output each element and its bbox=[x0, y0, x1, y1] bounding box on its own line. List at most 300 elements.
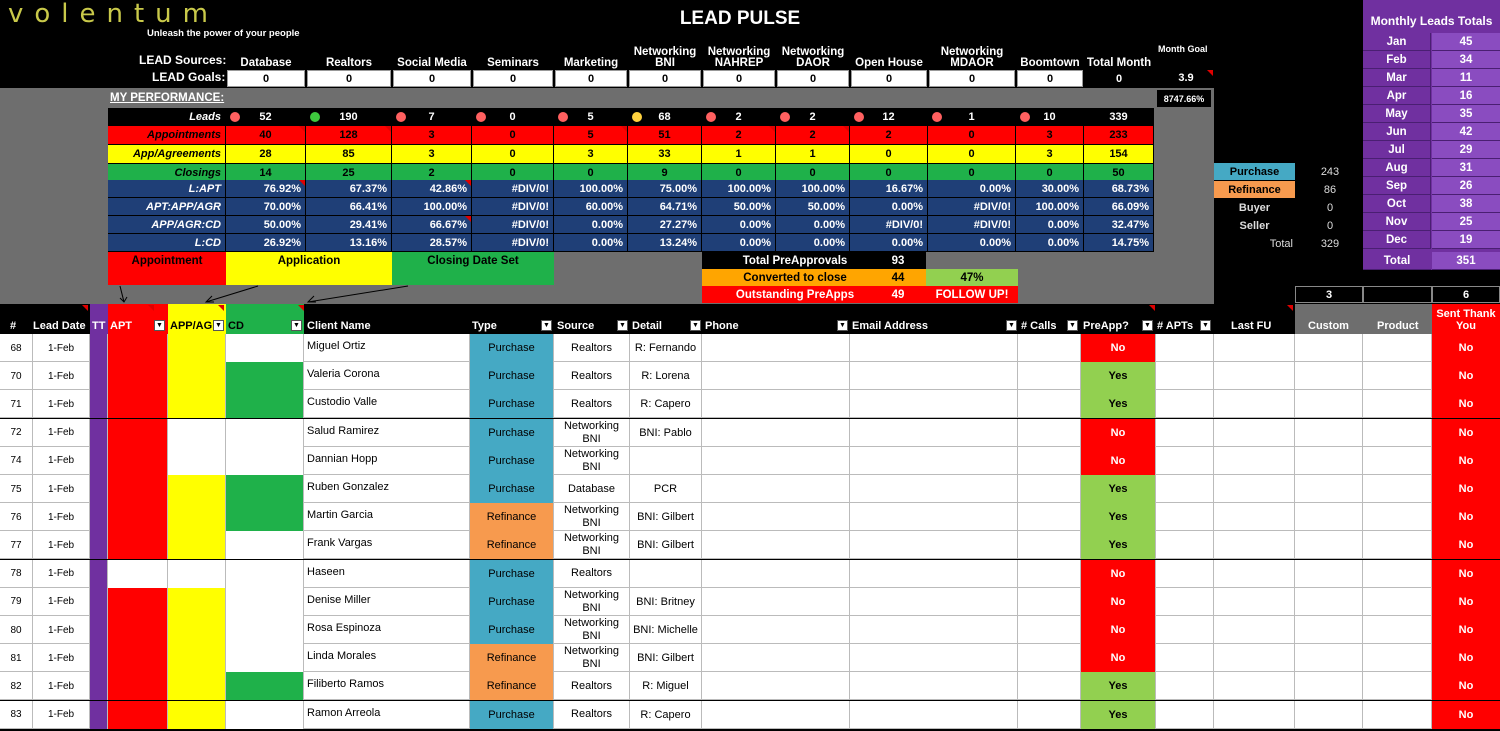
detail-cell[interactable] bbox=[630, 560, 702, 588]
app-cell[interactable] bbox=[168, 362, 226, 390]
apt-cell[interactable] bbox=[108, 334, 168, 362]
thank-you-cell[interactable]: No bbox=[1432, 644, 1500, 672]
email-cell[interactable] bbox=[850, 362, 1018, 390]
phone-cell[interactable] bbox=[702, 334, 850, 362]
last-fu-cell[interactable] bbox=[1214, 672, 1295, 700]
custom-cell[interactable] bbox=[1295, 475, 1363, 503]
apt-cell[interactable] bbox=[108, 672, 168, 700]
apts-cell[interactable] bbox=[1156, 701, 1214, 729]
tt-cell[interactable] bbox=[90, 334, 108, 362]
thank-you-cell[interactable]: No bbox=[1432, 362, 1500, 390]
cd-cell[interactable] bbox=[226, 531, 304, 559]
product-cell[interactable] bbox=[1363, 475, 1432, 503]
tt-cell[interactable] bbox=[90, 701, 108, 729]
calls-cell[interactable] bbox=[1018, 362, 1081, 390]
col-num[interactable]: # bbox=[10, 320, 17, 332]
phone-cell[interactable] bbox=[702, 475, 850, 503]
app-cell[interactable] bbox=[168, 672, 226, 700]
product-cell[interactable] bbox=[1363, 447, 1432, 475]
tt-cell[interactable] bbox=[90, 390, 108, 418]
cd-cell[interactable] bbox=[226, 419, 304, 447]
col-preapp[interactable]: PreApp? bbox=[1083, 320, 1129, 332]
tt-cell[interactable] bbox=[90, 644, 108, 672]
col-tt[interactable]: TT bbox=[92, 320, 106, 332]
type-cell[interactable]: Purchase bbox=[470, 447, 554, 475]
apt-cell[interactable] bbox=[108, 362, 168, 390]
col-phone[interactable]: Phone bbox=[705, 320, 739, 332]
cd-cell[interactable] bbox=[226, 503, 304, 531]
client-name[interactable]: Filiberto Ramos bbox=[304, 672, 470, 700]
custom-cell[interactable] bbox=[1295, 531, 1363, 559]
apts-cell[interactable] bbox=[1156, 419, 1214, 447]
filter-dropdown-button[interactable]: ▼ bbox=[1067, 320, 1078, 331]
last-fu-cell[interactable] bbox=[1214, 447, 1295, 475]
preapp-cell[interactable]: No bbox=[1081, 616, 1156, 644]
filter-dropdown-button[interactable]: ▼ bbox=[541, 320, 552, 331]
thank-you-cell[interactable]: No bbox=[1432, 475, 1500, 503]
calls-cell[interactable] bbox=[1018, 447, 1081, 475]
app-cell[interactable] bbox=[168, 588, 226, 616]
lead-date[interactable]: 1-Feb bbox=[33, 616, 90, 644]
preapp-cell[interactable]: No bbox=[1081, 588, 1156, 616]
apts-cell[interactable] bbox=[1156, 531, 1214, 559]
thank-you-cell[interactable]: No bbox=[1432, 447, 1500, 475]
tt-cell[interactable] bbox=[90, 616, 108, 644]
lead-date[interactable]: 1-Feb bbox=[33, 672, 90, 700]
email-cell[interactable] bbox=[850, 531, 1018, 559]
preapp-cell[interactable]: No bbox=[1081, 560, 1156, 588]
calls-cell[interactable] bbox=[1018, 616, 1081, 644]
tt-cell[interactable] bbox=[90, 475, 108, 503]
detail-cell[interactable]: R: Fernando bbox=[630, 334, 702, 362]
thank-you-cell[interactable]: No bbox=[1432, 503, 1500, 531]
custom-cell[interactable] bbox=[1295, 503, 1363, 531]
client-name[interactable]: Salud Ramirez bbox=[304, 419, 470, 447]
cd-cell[interactable] bbox=[226, 560, 304, 588]
phone-cell[interactable] bbox=[702, 588, 850, 616]
thank-you-cell[interactable]: No bbox=[1432, 560, 1500, 588]
apt-cell[interactable] bbox=[108, 560, 168, 588]
apt-cell[interactable] bbox=[108, 588, 168, 616]
last-fu-cell[interactable] bbox=[1214, 475, 1295, 503]
goal-input[interactable]: 0 bbox=[1017, 70, 1083, 87]
apt-cell[interactable] bbox=[108, 390, 168, 418]
lead-date[interactable]: 1-Feb bbox=[33, 503, 90, 531]
month-goal-value[interactable]: 3.9 bbox=[1178, 71, 1194, 84]
source-cell[interactable]: Networking BNI bbox=[554, 531, 630, 559]
col-app[interactable]: APP/AG bbox=[170, 320, 213, 332]
last-fu-cell[interactable] bbox=[1214, 644, 1295, 672]
preapp-cell[interactable]: Yes bbox=[1081, 390, 1156, 418]
client-name[interactable]: Dannian Hopp bbox=[304, 447, 470, 475]
detail-cell[interactable]: BNI: Michelle bbox=[630, 616, 702, 644]
lead-date[interactable]: 1-Feb bbox=[33, 531, 90, 559]
app-cell[interactable] bbox=[168, 531, 226, 559]
app-cell[interactable] bbox=[168, 616, 226, 644]
detail-cell[interactable]: BNI: Gilbert bbox=[630, 531, 702, 559]
calls-cell[interactable] bbox=[1018, 531, 1081, 559]
cd-cell[interactable] bbox=[226, 334, 304, 362]
source-cell[interactable]: Realtors bbox=[554, 362, 630, 390]
filter-dropdown-button[interactable]: ▼ bbox=[690, 320, 701, 331]
app-cell[interactable] bbox=[168, 503, 226, 531]
preapp-cell[interactable]: Yes bbox=[1081, 701, 1156, 729]
cd-cell[interactable] bbox=[226, 644, 304, 672]
lead-date[interactable]: 1-Feb bbox=[33, 475, 90, 503]
product-cell[interactable] bbox=[1363, 616, 1432, 644]
col-custom[interactable]: Custom bbox=[1308, 320, 1349, 332]
col-source[interactable]: Source bbox=[557, 320, 595, 332]
app-cell[interactable] bbox=[168, 701, 226, 729]
col-type[interactable]: Type bbox=[472, 320, 497, 332]
apts-cell[interactable] bbox=[1156, 475, 1214, 503]
apts-cell[interactable] bbox=[1156, 644, 1214, 672]
apt-cell[interactable] bbox=[108, 503, 168, 531]
client-name[interactable]: Denise Miller bbox=[304, 588, 470, 616]
preapp-cell[interactable]: Yes bbox=[1081, 503, 1156, 531]
detail-cell[interactable]: BNI: Gilbert bbox=[630, 503, 702, 531]
preapp-cell[interactable]: No bbox=[1081, 644, 1156, 672]
phone-cell[interactable] bbox=[702, 447, 850, 475]
col-detail[interactable]: Detail bbox=[632, 320, 662, 332]
type-cell[interactable]: Purchase bbox=[470, 616, 554, 644]
type-cell[interactable]: Purchase bbox=[470, 390, 554, 418]
tt-cell[interactable] bbox=[90, 560, 108, 588]
email-cell[interactable] bbox=[850, 390, 1018, 418]
detail-cell[interactable]: R: Lorena bbox=[630, 362, 702, 390]
calls-cell[interactable] bbox=[1018, 475, 1081, 503]
email-cell[interactable] bbox=[850, 672, 1018, 700]
custom-cell[interactable] bbox=[1295, 672, 1363, 700]
thank-you-cell[interactable]: No bbox=[1432, 701, 1500, 729]
type-cell[interactable]: Refinance bbox=[470, 644, 554, 672]
preapp-cell[interactable]: Yes bbox=[1081, 672, 1156, 700]
email-cell[interactable] bbox=[850, 447, 1018, 475]
product-cell[interactable] bbox=[1363, 588, 1432, 616]
source-cell[interactable]: Networking BNI bbox=[554, 419, 630, 447]
phone-cell[interactable] bbox=[702, 644, 850, 672]
source-cell[interactable]: Realtors bbox=[554, 390, 630, 418]
apts-cell[interactable] bbox=[1156, 588, 1214, 616]
cd-cell[interactable] bbox=[226, 390, 304, 418]
lead-date[interactable]: 1-Feb bbox=[33, 588, 90, 616]
filter-dropdown-button[interactable]: ▼ bbox=[1142, 320, 1153, 331]
detail-cell[interactable]: R: Capero bbox=[630, 701, 702, 729]
cd-cell[interactable] bbox=[226, 475, 304, 503]
product-cell[interactable] bbox=[1363, 701, 1432, 729]
preapp-cell[interactable]: Yes bbox=[1081, 531, 1156, 559]
custom-cell[interactable] bbox=[1295, 701, 1363, 729]
client-name[interactable]: Ruben Gonzalez bbox=[304, 475, 470, 503]
lead-date[interactable]: 1-Feb bbox=[33, 644, 90, 672]
goal-input[interactable]: 0 bbox=[851, 70, 927, 87]
detail-cell[interactable]: PCR bbox=[630, 475, 702, 503]
col-email[interactable]: Email Address bbox=[852, 320, 929, 332]
client-name[interactable]: Custodio Valle bbox=[304, 390, 470, 418]
apts-cell[interactable] bbox=[1156, 672, 1214, 700]
legend-closing: Closing Date Set bbox=[392, 252, 554, 269]
client-name[interactable]: Valeria Corona bbox=[304, 362, 470, 390]
lead-date[interactable]: 1-Feb bbox=[33, 334, 90, 362]
app-cell[interactable] bbox=[168, 644, 226, 672]
apt-cell[interactable] bbox=[108, 701, 168, 729]
product-cell[interactable] bbox=[1363, 334, 1432, 362]
col-lead-date[interactable]: Lead Date bbox=[33, 320, 86, 332]
last-fu-cell[interactable] bbox=[1214, 701, 1295, 729]
client-name[interactable]: Rosa Espinoza bbox=[304, 616, 470, 644]
type-cell[interactable]: Purchase bbox=[470, 419, 554, 447]
client-name[interactable]: Martin Garcia bbox=[304, 503, 470, 531]
client-name[interactable]: Miguel Ortiz bbox=[304, 334, 470, 362]
product-cell[interactable] bbox=[1363, 390, 1432, 418]
tt-cell[interactable] bbox=[90, 362, 108, 390]
custom-cell[interactable] bbox=[1295, 588, 1363, 616]
app-cell[interactable] bbox=[168, 560, 226, 588]
col-thank-you[interactable]: Sent Thank You bbox=[1436, 308, 1496, 332]
lead-date[interactable]: 1-Feb bbox=[33, 560, 90, 588]
apts-cell[interactable] bbox=[1156, 560, 1214, 588]
phone-cell[interactable] bbox=[702, 531, 850, 559]
source-header: Marketing bbox=[563, 57, 619, 69]
last-fu-cell[interactable] bbox=[1214, 560, 1295, 588]
goal-input[interactable]: 0 bbox=[777, 70, 849, 87]
apts-cell[interactable] bbox=[1156, 503, 1214, 531]
cd-cell[interactable] bbox=[226, 616, 304, 644]
type-cell[interactable]: Refinance bbox=[470, 672, 554, 700]
apts-cell[interactable] bbox=[1156, 362, 1214, 390]
email-cell[interactable] bbox=[850, 475, 1018, 503]
apts-cell[interactable] bbox=[1156, 616, 1214, 644]
apt-cell[interactable] bbox=[108, 475, 168, 503]
filter-dropdown-button[interactable]: ▼ bbox=[617, 320, 628, 331]
calls-cell[interactable] bbox=[1018, 672, 1081, 700]
client-name[interactable]: Ramon Arreola bbox=[304, 701, 470, 729]
app-cell[interactable] bbox=[168, 334, 226, 362]
thank-you-cell[interactable]: No bbox=[1432, 616, 1500, 644]
type-cell[interactable]: Purchase bbox=[470, 588, 554, 616]
calls-cell[interactable] bbox=[1018, 588, 1081, 616]
col-calls[interactable]: # Calls bbox=[1021, 320, 1057, 332]
apt-cell[interactable] bbox=[108, 531, 168, 559]
type-cell[interactable]: Purchase bbox=[470, 362, 554, 390]
source-cell[interactable]: Realtors bbox=[554, 560, 630, 588]
goal-input[interactable]: 0 bbox=[227, 70, 305, 87]
phone-cell[interactable] bbox=[702, 616, 850, 644]
cd-cell[interactable] bbox=[226, 672, 304, 700]
detail-cell[interactable]: BNI: Britney bbox=[630, 588, 702, 616]
comment-marker bbox=[298, 305, 304, 311]
product-cell[interactable] bbox=[1363, 419, 1432, 447]
email-cell[interactable] bbox=[850, 334, 1018, 362]
tt-cell[interactable] bbox=[90, 588, 108, 616]
product-cell[interactable] bbox=[1363, 531, 1432, 559]
thank-you-cell[interactable]: No bbox=[1432, 334, 1500, 362]
source-cell[interactable]: Realtors bbox=[554, 672, 630, 700]
lead-date[interactable]: 1-Feb bbox=[33, 447, 90, 475]
tt-cell[interactable] bbox=[90, 672, 108, 700]
last-fu-cell[interactable] bbox=[1214, 362, 1295, 390]
client-name[interactable]: Frank Vargas bbox=[304, 531, 470, 559]
custom-cell[interactable] bbox=[1295, 362, 1363, 390]
custom-cell[interactable] bbox=[1295, 447, 1363, 475]
calls-cell[interactable] bbox=[1018, 701, 1081, 729]
last-fu-cell[interactable] bbox=[1214, 588, 1295, 616]
email-cell[interactable] bbox=[850, 616, 1018, 644]
app-cell[interactable] bbox=[168, 419, 226, 447]
phone-cell[interactable] bbox=[702, 390, 850, 418]
calls-cell[interactable] bbox=[1018, 560, 1081, 588]
last-fu-cell[interactable] bbox=[1214, 531, 1295, 559]
calls-cell[interactable] bbox=[1018, 503, 1081, 531]
client-name[interactable]: Haseen bbox=[304, 560, 470, 588]
last-fu-cell[interactable] bbox=[1214, 616, 1295, 644]
apt-cell[interactable] bbox=[108, 644, 168, 672]
perf-cell: 0.00% bbox=[702, 216, 776, 234]
goal-input[interactable]: 0 bbox=[393, 70, 471, 87]
last-fu-cell[interactable] bbox=[1214, 419, 1295, 447]
tt-cell[interactable] bbox=[90, 503, 108, 531]
source-cell[interactable]: Networking BNI bbox=[554, 644, 630, 672]
source-cell[interactable]: Networking BNI bbox=[554, 616, 630, 644]
filter-dropdown-button[interactable]: ▼ bbox=[1200, 320, 1211, 331]
cd-cell[interactable] bbox=[226, 701, 304, 729]
custom-cell[interactable] bbox=[1295, 334, 1363, 362]
lead-date[interactable]: 1-Feb bbox=[33, 701, 90, 729]
col-apts[interactable]: # APTs bbox=[1157, 320, 1194, 332]
product-cell[interactable] bbox=[1363, 644, 1432, 672]
app-cell[interactable] bbox=[168, 475, 226, 503]
goal-input[interactable]: 0 bbox=[629, 70, 701, 87]
phone-cell[interactable] bbox=[702, 362, 850, 390]
thank-you-cell[interactable]: No bbox=[1432, 390, 1500, 418]
apts-cell[interactable] bbox=[1156, 447, 1214, 475]
email-cell[interactable] bbox=[850, 503, 1018, 531]
goal-input[interactable]: 0 bbox=[473, 70, 553, 87]
calls-cell[interactable] bbox=[1018, 644, 1081, 672]
custom-cell[interactable] bbox=[1295, 419, 1363, 447]
thank-you-cell[interactable]: No bbox=[1432, 419, 1500, 447]
type-cell[interactable]: Refinance bbox=[470, 531, 554, 559]
custom-cell[interactable] bbox=[1295, 644, 1363, 672]
source-cell[interactable]: Database bbox=[554, 475, 630, 503]
tt-cell[interactable] bbox=[90, 419, 108, 447]
email-cell[interactable] bbox=[850, 644, 1018, 672]
preapp-cell[interactable]: No bbox=[1081, 419, 1156, 447]
preapp-cell[interactable]: Yes bbox=[1081, 362, 1156, 390]
cd-cell[interactable] bbox=[226, 362, 304, 390]
filter-dropdown-button[interactable]: ▼ bbox=[1006, 320, 1017, 331]
outstanding-label: Outstanding PreApps bbox=[735, 288, 855, 301]
last-fu-cell[interactable] bbox=[1214, 503, 1295, 531]
product-cell[interactable] bbox=[1363, 362, 1432, 390]
detail-cell[interactable]: R: Miguel bbox=[630, 672, 702, 700]
custom-cell[interactable] bbox=[1295, 616, 1363, 644]
lead-date[interactable]: 1-Feb bbox=[33, 419, 90, 447]
filter-dropdown-button[interactable]: ▼ bbox=[154, 320, 165, 331]
col-product[interactable]: Product bbox=[1377, 320, 1419, 332]
email-cell[interactable] bbox=[850, 701, 1018, 729]
preapp-cell[interactable]: No bbox=[1081, 334, 1156, 362]
phone-cell[interactable] bbox=[702, 672, 850, 700]
email-cell[interactable] bbox=[850, 588, 1018, 616]
source-cell[interactable]: Realtors bbox=[554, 701, 630, 729]
filter-dropdown-button[interactable]: ▼ bbox=[213, 320, 224, 331]
col-apt[interactable]: APT bbox=[110, 320, 132, 332]
tt-cell[interactable] bbox=[90, 447, 108, 475]
last-fu-cell[interactable] bbox=[1214, 390, 1295, 418]
type-cell[interactable]: Purchase bbox=[470, 560, 554, 588]
cd-cell[interactable] bbox=[226, 588, 304, 616]
email-cell[interactable] bbox=[850, 560, 1018, 588]
apts-cell[interactable] bbox=[1156, 390, 1214, 418]
app-cell[interactable] bbox=[168, 390, 226, 418]
col-cd[interactable]: CD bbox=[228, 320, 244, 332]
source-cell[interactable]: Networking BNI bbox=[554, 447, 630, 475]
detail-cell[interactable]: BNI: Pablo bbox=[630, 419, 702, 447]
goal-input[interactable]: 0 bbox=[307, 70, 391, 87]
apt-cell[interactable] bbox=[108, 419, 168, 447]
type-cell[interactable]: Refinance bbox=[470, 503, 554, 531]
filter-dropdown-button[interactable]: ▼ bbox=[291, 320, 302, 331]
phone-cell[interactable] bbox=[702, 560, 850, 588]
preapp-cell[interactable]: No bbox=[1081, 447, 1156, 475]
apt-cell[interactable] bbox=[108, 616, 168, 644]
custom-cell[interactable] bbox=[1295, 560, 1363, 588]
filter-dropdown-button[interactable]: ▼ bbox=[837, 320, 848, 331]
client-name[interactable]: Linda Morales bbox=[304, 644, 470, 672]
lead-date[interactable]: 1-Feb bbox=[33, 390, 90, 418]
tt-cell[interactable] bbox=[90, 531, 108, 559]
calls-cell[interactable] bbox=[1018, 419, 1081, 447]
source-cell[interactable]: Networking BNI bbox=[554, 503, 630, 531]
detail-cell[interactable]: BNI: Gilbert bbox=[630, 644, 702, 672]
type-cell[interactable]: Purchase bbox=[470, 334, 554, 362]
calls-cell[interactable] bbox=[1018, 390, 1081, 418]
last-fu-cell[interactable] bbox=[1214, 334, 1295, 362]
thank-you-cell[interactable]: No bbox=[1432, 588, 1500, 616]
product-cell[interactable] bbox=[1363, 503, 1432, 531]
phone-cell[interactable] bbox=[702, 419, 850, 447]
source-cell[interactable]: Networking BNI bbox=[554, 588, 630, 616]
source-cell[interactable]: Realtors bbox=[554, 334, 630, 362]
preapp-cell[interactable]: Yes bbox=[1081, 475, 1156, 503]
col-last-fu[interactable]: Last FU bbox=[1231, 320, 1272, 332]
goal-input[interactable]: 0 bbox=[555, 70, 627, 87]
goal-input[interactable]: 0 bbox=[1085, 70, 1153, 87]
goal-input[interactable]: 0 bbox=[703, 70, 775, 87]
detail-cell[interactable] bbox=[630, 447, 702, 475]
detail-cell[interactable]: R: Capero bbox=[630, 390, 702, 418]
calls-cell[interactable] bbox=[1018, 334, 1081, 362]
type-cell[interactable]: Purchase bbox=[470, 701, 554, 729]
lead-date[interactable]: 1-Feb bbox=[33, 362, 90, 390]
cd-cell[interactable] bbox=[226, 447, 304, 475]
phone-cell[interactable] bbox=[702, 701, 850, 729]
product-cell[interactable] bbox=[1363, 672, 1432, 700]
goal-input[interactable]: 0 bbox=[929, 70, 1015, 87]
product-cell[interactable] bbox=[1363, 560, 1432, 588]
phone-cell[interactable] bbox=[702, 503, 850, 531]
apt-cell[interactable] bbox=[108, 447, 168, 475]
apts-cell[interactable] bbox=[1156, 334, 1214, 362]
app-cell[interactable] bbox=[168, 447, 226, 475]
col-client[interactable]: Client Name bbox=[307, 320, 371, 332]
custom-cell[interactable] bbox=[1295, 390, 1363, 418]
thank-you-cell[interactable]: No bbox=[1432, 531, 1500, 559]
type-cell[interactable]: Purchase bbox=[470, 475, 554, 503]
email-cell[interactable] bbox=[850, 419, 1018, 447]
thank-you-cell[interactable]: No bbox=[1432, 672, 1500, 700]
